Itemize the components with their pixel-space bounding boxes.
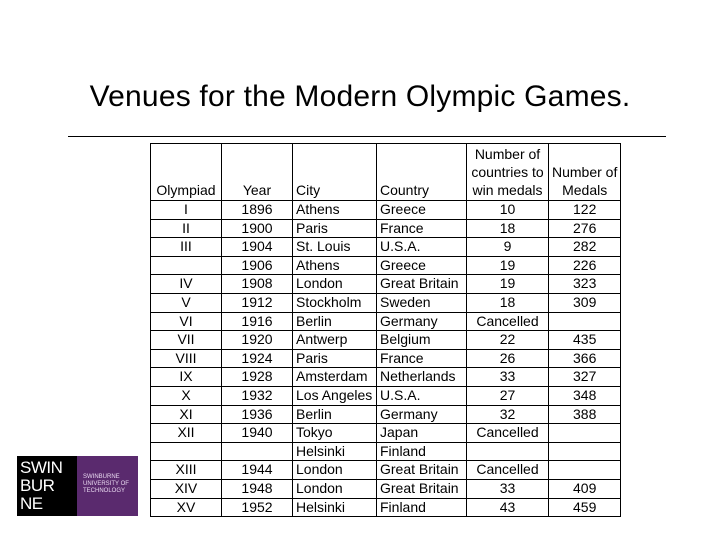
cell-number-of-medals: 323	[549, 275, 621, 294]
cell-country: Great Britain	[377, 479, 467, 498]
table-row	[151, 201, 621, 220]
header-number-of-medals	[549, 144, 621, 201]
cell-olympiad: VII	[151, 331, 222, 350]
cell-countries-to-win-medals: Cancelled	[467, 312, 549, 331]
cell-city: London	[293, 479, 377, 498]
cell-city: Athens	[293, 201, 377, 220]
table-row	[151, 331, 621, 350]
cell-number-of-medals: 409	[549, 479, 621, 498]
cell-countries-to-win-medals: 18	[467, 293, 549, 312]
cell-city: Berlin	[293, 405, 377, 424]
cell-olympiad: III	[151, 238, 222, 257]
cell-number-of-medals	[549, 461, 621, 480]
cell-year: 1896	[222, 201, 293, 220]
cell-olympiad: XI	[151, 405, 222, 424]
cell-year: 1944	[222, 461, 293, 480]
cell-year: 1912	[222, 293, 293, 312]
cell-city: Stockholm	[293, 293, 377, 312]
cell-city: Helsinki	[293, 442, 377, 461]
cell-countries-to-win-medals: 32	[467, 405, 549, 424]
cell-olympiad: II	[151, 219, 222, 238]
table-row	[151, 219, 621, 238]
cell-olympiad	[151, 442, 222, 461]
table-row	[151, 275, 621, 294]
cell-number-of-medals: 282	[549, 238, 621, 257]
cell-number-of-medals	[549, 424, 621, 443]
cell-year: 1936	[222, 405, 293, 424]
cell-year: 1932	[222, 386, 293, 405]
cell-country: France	[377, 349, 467, 368]
cell-country: Finland	[377, 498, 467, 517]
table-row	[151, 442, 621, 461]
slide-title: Venues for the Modern Olympic Games.	[89, 80, 631, 113]
cell-country: Belgium	[377, 331, 467, 350]
cell-countries-to-win-medals: Cancelled	[467, 461, 549, 480]
cell-country: Great Britain	[377, 275, 467, 294]
swinburne-logo-mark	[17, 456, 77, 516]
cell-country: Greece	[377, 201, 467, 220]
cell-countries-to-win-medals: 22	[467, 331, 549, 350]
cell-year: 1924	[222, 349, 293, 368]
header-city: City	[293, 144, 377, 201]
cell-olympiad: XIII	[151, 461, 222, 480]
table-row	[151, 349, 621, 368]
cell-country: Germany	[377, 405, 467, 424]
cell-countries-to-win-medals	[467, 442, 549, 461]
header-countries-to-win-medals	[467, 144, 549, 201]
cell-year: 1948	[222, 479, 293, 498]
cell-city: Antwerp	[293, 331, 377, 350]
cell-city: Los Angeles	[293, 386, 377, 405]
table-row	[151, 498, 621, 517]
cell-countries-to-win-medals: 19	[467, 256, 549, 275]
cell-olympiad: V	[151, 293, 222, 312]
cell-countries-to-win-medals: 33	[467, 368, 549, 387]
cell-number-of-medals: 122	[549, 201, 621, 220]
table-row	[151, 424, 621, 443]
swinburne-logo	[17, 456, 138, 516]
cell-country: Great Britain	[377, 461, 467, 480]
cell-olympiad: XII	[151, 424, 222, 443]
cell-city: London	[293, 275, 377, 294]
logo-name-line3: TECHNOLOGY	[83, 488, 126, 494]
logo-mark-line3: NE	[20, 494, 43, 513]
table-row	[151, 461, 621, 480]
table-row	[151, 405, 621, 424]
cell-olympiad: I	[151, 201, 222, 220]
cell-city: Helsinki	[293, 498, 377, 517]
header-country: Country	[377, 144, 467, 201]
cell-year: 1906	[222, 256, 293, 275]
cell-olympiad: IX	[151, 368, 222, 387]
table-row	[151, 479, 621, 498]
cell-countries-to-win-medals: 26	[467, 349, 549, 368]
cell-country: Finland	[377, 442, 467, 461]
cell-number-of-medals: 226	[549, 256, 621, 275]
swinburne-logo-name	[77, 456, 138, 516]
cell-city: Tokyo	[293, 424, 377, 443]
table-row	[151, 238, 621, 257]
table-header-row	[151, 144, 621, 201]
cell-number-of-medals: 327	[549, 368, 621, 387]
header-medals-line2: Medals	[562, 182, 608, 198]
cell-year: 1904	[222, 238, 293, 257]
cell-country: Japan	[377, 424, 467, 443]
cell-olympiad	[151, 256, 222, 275]
cell-olympiad: XV	[151, 498, 222, 517]
cell-country: U.S.A.	[377, 386, 467, 405]
cell-olympiad: VI	[151, 312, 222, 331]
cell-number-of-medals: 435	[549, 331, 621, 350]
cell-city: London	[293, 461, 377, 480]
cell-olympiad: X	[151, 386, 222, 405]
cell-countries-to-win-medals: 27	[467, 386, 549, 405]
cell-countries-to-win-medals: 9	[467, 238, 549, 257]
cell-countries-to-win-medals: 33	[467, 479, 549, 498]
header-medals-line1: Number of	[552, 164, 618, 180]
cell-countries-to-win-medals: Cancelled	[467, 424, 549, 443]
cell-city: Paris	[293, 219, 377, 238]
cell-year: 1916	[222, 312, 293, 331]
cell-year: 1952	[222, 498, 293, 517]
cell-city: Amsterdam	[293, 368, 377, 387]
cell-country: Greece	[377, 256, 467, 275]
header-year: Year	[222, 144, 293, 201]
cell-olympiad: XIV	[151, 479, 222, 498]
cell-number-of-medals: 388	[549, 405, 621, 424]
cell-city: St. Louis	[293, 238, 377, 257]
cell-city: Paris	[293, 349, 377, 368]
cell-country: Netherlands	[377, 368, 467, 387]
table-row	[151, 386, 621, 405]
title-divider	[68, 136, 666, 137]
cell-year: 1928	[222, 368, 293, 387]
cell-year: 1940	[222, 424, 293, 443]
cell-country: U.S.A.	[377, 238, 467, 257]
logo-name-line1: SWINBURNE	[83, 474, 120, 480]
cell-year: 1900	[222, 219, 293, 238]
olympic-venues-table	[150, 143, 621, 517]
cell-number-of-medals: 348	[549, 386, 621, 405]
table-row	[151, 368, 621, 387]
cell-country: Germany	[377, 312, 467, 331]
logo-mark-line1: SWIN	[20, 458, 63, 477]
cell-city: Athens	[293, 256, 377, 275]
header-olympiad: Olympiad	[151, 144, 222, 201]
header-countries-line1: Number of	[474, 146, 541, 162]
header-countries-line3: win medals	[472, 182, 543, 198]
cell-number-of-medals: 459	[549, 498, 621, 517]
cell-countries-to-win-medals: 10	[467, 201, 549, 220]
cell-countries-to-win-medals: 19	[467, 275, 549, 294]
cell-number-of-medals: 366	[549, 349, 621, 368]
cell-olympiad: IV	[151, 275, 222, 294]
table-row	[151, 312, 621, 331]
cell-country: Sweden	[377, 293, 467, 312]
cell-number-of-medals: 276	[549, 219, 621, 238]
logo-mark-line2: BUR	[20, 476, 55, 495]
cell-number-of-medals	[549, 442, 621, 461]
logo-name-line2: UNIVERSITY OF	[83, 481, 129, 487]
cell-number-of-medals: 309	[549, 293, 621, 312]
table-row	[151, 256, 621, 275]
cell-countries-to-win-medals: 43	[467, 498, 549, 517]
cell-country: France	[377, 219, 467, 238]
cell-year	[222, 442, 293, 461]
table-row	[151, 293, 621, 312]
header-countries-line2: countries to	[471, 164, 544, 180]
cell-countries-to-win-medals: 18	[467, 219, 549, 238]
cell-year: 1908	[222, 275, 293, 294]
cell-year: 1920	[222, 331, 293, 350]
cell-olympiad: VIII	[151, 349, 222, 368]
cell-city: Berlin	[293, 312, 377, 331]
cell-number-of-medals	[549, 312, 621, 331]
